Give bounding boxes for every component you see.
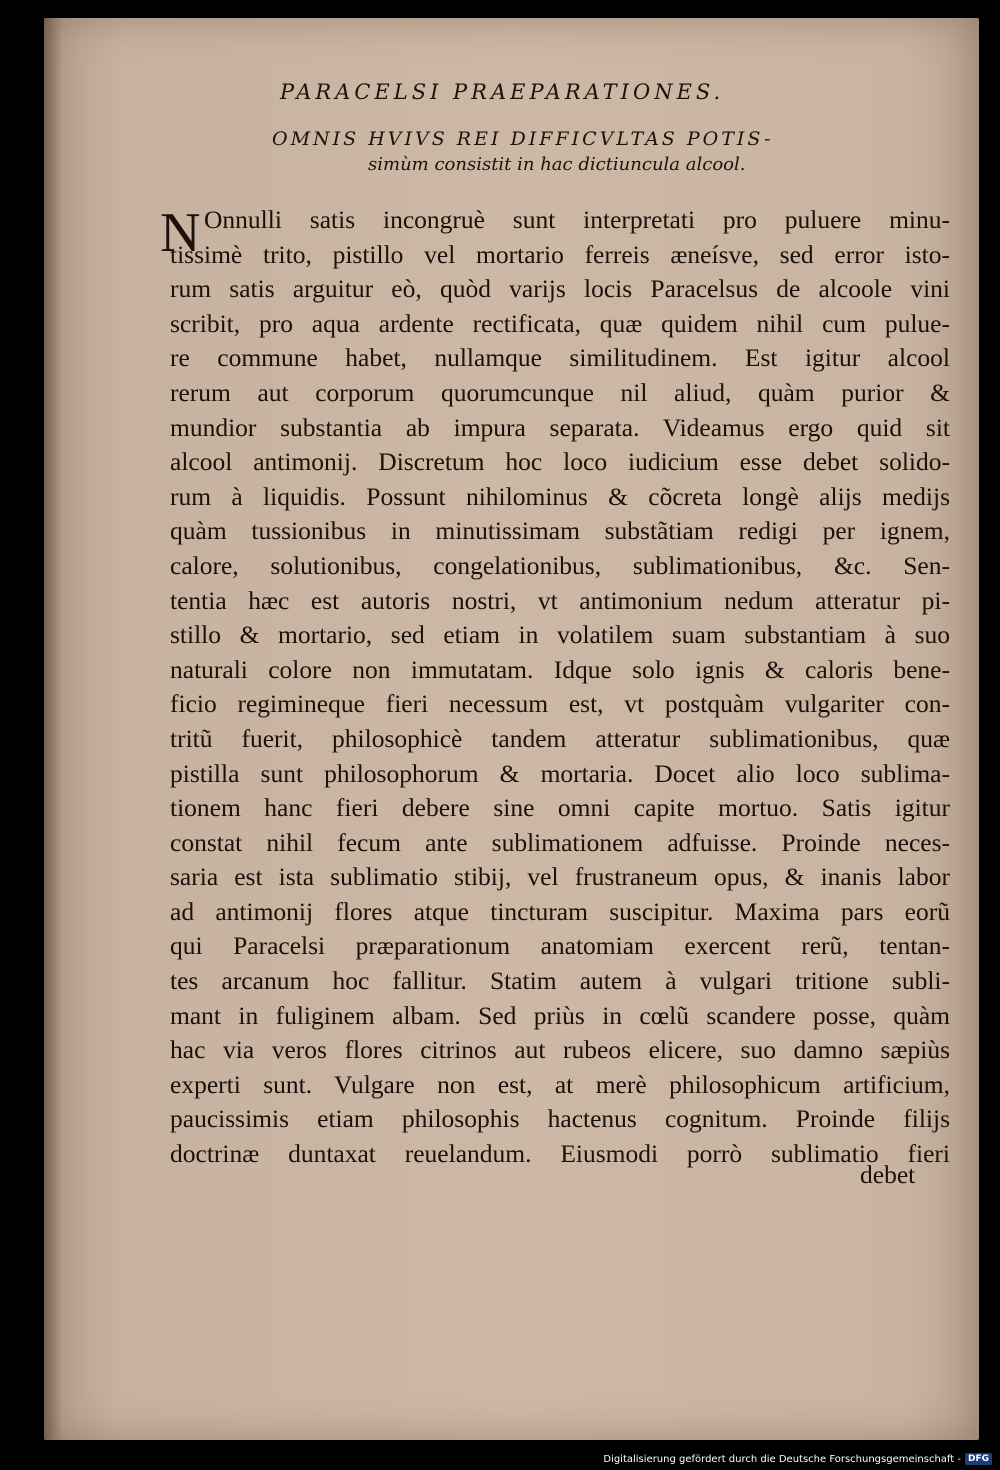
text-line: tionem hanc fieri debere sine omni capite mortuo. Satis igitur [170,793,950,823]
text-line: stillo & mortario, sed etiam in volatilem suam substantiam à suo [170,620,950,650]
text-line: rerum aut corporum quorumcunque nil aliud, quàm purior & [170,377,950,407]
section-heading [272,128,832,175]
text-line: naturali colore non immutatam. Idque solo ignis & caloris bene- [170,654,950,684]
text-line: ficio regimineque fieri necessum est, vt postquàm vulgariter con- [170,689,950,719]
text-line: tritũ fuerit, philosophicè tandem atteratur sublimationibus, quæ [170,723,950,753]
text-line: mundior substantia ab impura separata. Videamus ergo quid sit [170,412,950,442]
text-line: alcool antimonij. Discretum hoc loco iudicium esse debet solido- [170,447,950,477]
text-line: Onnulli satis incongruè sunt interpretati pro puluere minu- [204,205,950,234]
text-line: quàm tussionibus in minutissimam substãtiam redigi per ignem, [170,516,950,546]
text-line: rum à liquidis. Possunt nihilominus & cõcreta longè alijs medijs [170,481,950,511]
text-line: pistilla sunt philosophorum & mortaria. Docet alio loco sublima- [170,758,950,788]
text-line: calore, solutionibus, congelationibus, sublimationibus, &c. Sen- [170,550,950,580]
text-line: qui Paracelsi præparationum anatomiam exercent rerũ, tentan- [170,931,950,961]
drop-cap: N [160,202,201,264]
text-line: saria est ista sublimatio stibij, vel frustraneum opus, & inanis labor [170,862,950,892]
text-line: constat nihil fecum ante sublimationem adfuisse. Proinde neces- [170,827,950,857]
body-text [170,203,950,1172]
section-heading-line-1: OMNIS HVIVS REI DIFFICVLTAS POTIS- [272,128,774,150]
text-line: ad antimonij flores atque tincturam suscipitur. Maxima pars eorũ [170,896,950,926]
catchword: debet [860,1160,916,1189]
text-line: scribit, pro aqua ardente rectificata, quæ quidem nihil cum pulue- [170,308,950,338]
text-line: experti sunt. Vulgare non est, at merè philosophicum artificium, [170,1069,950,1099]
text-line: rum satis arguitur eò, quòd varijs locis Paracelsus de alcoole vini [170,274,950,304]
dfg-logo: DFG [965,1453,992,1465]
text-line: doctrinæ duntaxat reuelandum. Eiusmodi porrò sublimatio fieri [170,1139,950,1169]
section-heading-line-2: simùm consistit in hac dictiuncula alcool. [368,154,746,175]
text-line: tes arcanum hoc fallitur. Statim autem à vulgari tritione subli- [170,966,950,996]
digitization-credit [603,1450,992,1468]
running-head: PARACELSI PRAEPARATIONES. [280,80,725,104]
text-line: mant in fuliginem albam. Sed priùs in cœlũ scandere posse, quàm [170,1000,950,1030]
text-line: hac via veros flores citrinos aut rubeos elicere, suo damno sæpiùs [170,1035,950,1065]
text-line: re commune habet, nullamque similitudinem. Est igitur alcool [170,343,950,373]
text-line: tissimè trito, pistillo vel mortario ferreis æneísve, sed error isto- [170,239,950,269]
text-line: tentia hæc est autoris nostri, vt antimonium nedum atteratur pi- [170,585,950,615]
text-line: paucissimis etiam philosophis hactenus cognitum. Proinde filijs [170,1104,950,1134]
credit-text: Digitalisierung gefördert durch die Deutsche Forschungsgemeinschaft - [603,1453,961,1465]
